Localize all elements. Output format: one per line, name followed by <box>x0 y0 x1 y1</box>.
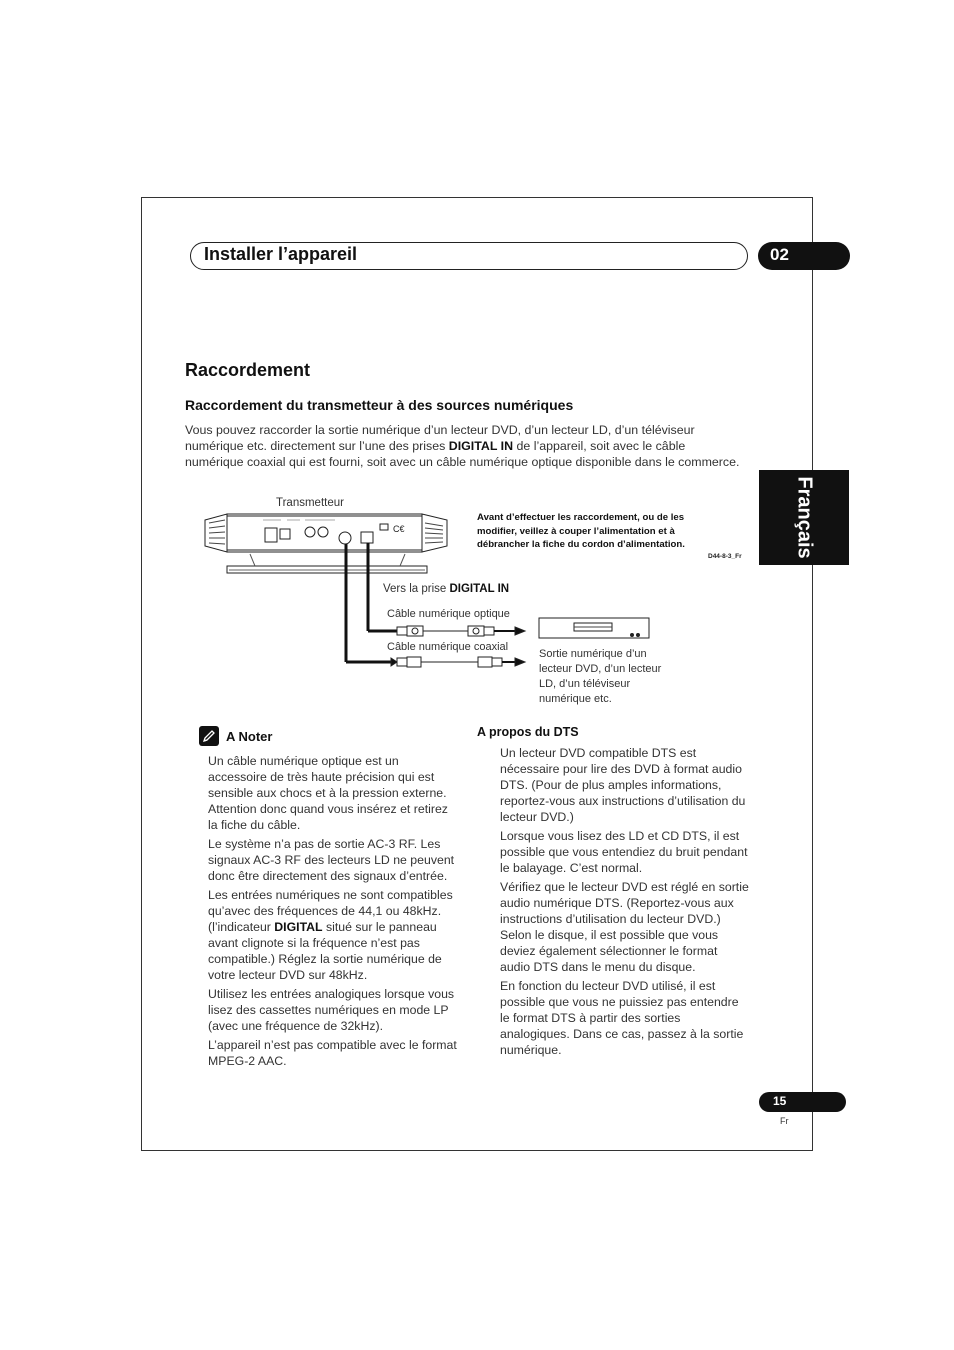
note-header <box>199 726 272 746</box>
intro-digital-in: DIGITAL IN <box>448 439 514 453</box>
note-list <box>195 753 457 1072</box>
dts-item: Lorsque vous lisez des LD et CD DTS, il est possible que vous entendiez du bruit pendant le balayage. C’est normal. <box>500 829 748 875</box>
optical-cable <box>368 626 525 636</box>
diagram-code: D44-8-3_Fr <box>708 553 742 560</box>
subsection-heading: Raccordement du transmetteur à des sources numériques <box>185 397 574 413</box>
transmitter-device <box>205 514 447 573</box>
page-number: 15 <box>773 1094 787 1108</box>
note-item: Les entrées numériques ne sont compatibles qu’avec des fréquences de 44,1 ou 48kHz. (l’indicateur DIGITAL situé sur le panneau avant clignote si la fréquence n’est pas compatible.) Réglez la sortie numérique de votre lecteur DVD sur 48kHz. <box>208 888 453 982</box>
language-tab-label: Français <box>793 476 816 559</box>
dts-item: Un lecteur DVD compatible DTS est nécessaire pour lire des DVD à format audio DTS. (Pour de plus amples informations, reportez-vous aux instructions d’utilisation du lecteur DVD.) <box>500 746 746 824</box>
intro-text-1: Vous pouvez raccorder la sortie numérique d’un lecteur DVD, d’un lecteur LD, d’un téléviseur numérique etc. directement sur l’une des prises <box>185 423 695 453</box>
note-item: L’appareil n’est pas compatible avec le format MPEG-2 AAC. <box>208 1038 457 1068</box>
dvd-player-device <box>539 618 649 638</box>
power-warning: Avant d’effectuer les raccordement, ou de les modifier, veillez à couper l’alimentation et à débrancher la fiche du cordon d’alimentation. <box>477 512 685 550</box>
dts-item: Vérifiez que le lecteur DVD est réglé en sortie audio numérique DTS. (Reportez-vous aux instructions d’utilisation du lecteur DVD.) Selon le disque, il est possible que vous deviez également sélectionner le format audio DTS dans le menu du disque. <box>500 880 749 974</box>
page-language-code: Fr <box>780 1116 789 1126</box>
optical-cable-label: Câble numérique optique <box>387 608 510 620</box>
note-title: A Noter <box>226 728 273 744</box>
source-label: Sortie numérique d’un lecteur DVD, d’un lecteur LD, d’un téléviseur numérique etc. <box>539 648 662 705</box>
language-tab <box>759 470 849 565</box>
note-item: Utilisez les entrées analogiques lorsque vous lisez des cassettes numériques en mode LP (avec une fréquence de 32kHz). <box>208 987 455 1033</box>
dts-list <box>487 745 749 1061</box>
digital-in-label: Vers la prise DIGITAL IN <box>383 583 510 595</box>
svg-text:C€: C€ <box>393 524 405 534</box>
section-heading: Raccordement <box>185 360 311 380</box>
intro-text-2: de l’appareil, soit avec le câble numérique coaxial qui est fourni, soit avec un câble numérique optique disponible dans le commerce. <box>185 439 740 469</box>
section-title: Installer l’appareil <box>204 244 358 264</box>
coaxial-cable <box>346 657 525 667</box>
chapter-number: 02 <box>770 245 789 264</box>
connection-lines <box>346 543 368 662</box>
pencil-icon <box>199 726 219 746</box>
coaxial-cable-label: Câble numérique coaxial <box>387 641 509 653</box>
dts-title: A propos du DTS <box>477 725 579 739</box>
dts-item: En fonction du lecteur DVD utilisé, il est possible que vous ne puissiez pas entendre le format DTS à partir des sorties analogiques. Dans ce cas, passez à la sortie numérique. <box>500 979 744 1057</box>
note-item: Un câble numérique optique est un accessoire de très haute précision qui est sensible aux chocs et à la pression externe. Attention donc quand vous insérez et retirez la fiche du câble. <box>208 754 448 832</box>
transmitter-label: Transmetteur <box>276 497 344 509</box>
intro-paragraph <box>185 422 745 470</box>
note-item: Le système n’a pas de sortie AC-3 RF. Les signaux AC-3 RF des lecteurs LD ne peuvent donc être directement des signaux d’entrée. <box>208 837 455 883</box>
